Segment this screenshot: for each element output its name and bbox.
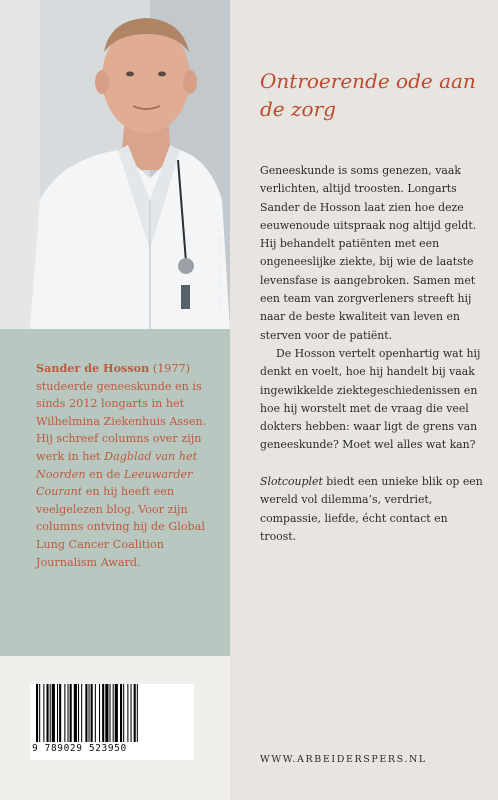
author-bio <box>36 360 222 571</box>
blurb-paragraph: Geneeskunde is soms genezen, vaak verlichten, altijd troosten. Longarts Sander de Hosson laat zien hoe deze eeuwenoude uitspraak nog altijd geldt. Hij behandelt patiënten met een ongeneeslijke ziekte, bij wie de laatste levensfase is aangebroken. Samen met een team van zorgverleners streeft hij naar de beste kwaliteit van leven en sterven voor de patiënt. <box>260 164 477 342</box>
barcode-bar <box>105 684 108 742</box>
barcode-bar <box>134 684 136 742</box>
barcode-bar <box>57 684 58 742</box>
blurb-paragraph <box>260 473 485 546</box>
barcode-bar <box>137 684 138 742</box>
newspaper-name: Dagblad van het Noorden <box>36 449 198 481</box>
isbn-barcode <box>30 684 194 760</box>
book-title: Slotcouplet <box>260 475 323 489</box>
barcode-bar <box>85 684 87 742</box>
barcode-bar <box>102 684 104 742</box>
author-portrait-illustration <box>0 0 230 329</box>
barcode-bar <box>68 684 69 742</box>
barcode-bar <box>52 684 55 742</box>
barcode-bar <box>120 684 122 742</box>
author-name: Sander de Hosson <box>36 361 150 375</box>
back-cover-left-column <box>0 0 230 800</box>
bio-text-part: en hij heeft een veelgelezen blog. Voor zijn columns ontving hij de Global Lung Cancer Coalition Journalism Award. <box>36 485 205 569</box>
barcode-bar <box>36 684 38 742</box>
barcode-bar <box>91 684 93 742</box>
author-birth-year: (1977) <box>152 362 191 375</box>
barcode-bar <box>95 684 96 742</box>
back-cover-right-column <box>230 0 498 800</box>
barcode-bar <box>43 684 44 742</box>
publisher-website: WWW.ARBEIDERSPERS.NL <box>260 754 427 765</box>
author-photo <box>0 0 230 329</box>
barcode-bar <box>59 684 61 742</box>
barcode-bar <box>113 684 114 742</box>
barcode-bar <box>70 684 72 742</box>
barcode-bar <box>50 684 51 742</box>
barcode-bar <box>110 684 111 742</box>
barcode-bar <box>78 684 79 742</box>
blurb-title: Ontroerende ode aan de zorg <box>260 69 476 121</box>
barcode-bar <box>123 684 124 742</box>
photo-credit: © LISELL DELINE / LOMEN <box>218 236 224 320</box>
barcode-bar <box>127 684 128 742</box>
barcode-bar <box>99 684 100 742</box>
blurb-paragraph: De Hosson vertelt openhartig wat hij denkt en voelt, hoe hij handelt bij vaak ingewikkelde ziektegeschiedenissen en hoe hij worstelt met de vraag die veel dokters hebben: waar ligt de grens van geneeskunde? Moet wel alles wat kan? <box>260 346 481 452</box>
barcode-bar <box>64 684 65 742</box>
newspaper-name: Leeuwarder Courant <box>36 467 193 499</box>
barcode-bar <box>39 684 40 742</box>
barcode-bar <box>115 684 118 742</box>
barcode-bar <box>74 684 77 742</box>
author-bio-panel <box>0 329 230 656</box>
blurb-body <box>260 162 485 546</box>
barcode-bar <box>81 684 82 742</box>
barcode-bars <box>36 684 188 742</box>
barcode-bar <box>131 684 132 742</box>
barcode-bar <box>89 684 90 742</box>
bio-text-part: en de <box>85 467 124 481</box>
bio-text-part: studeerde geneeskunde en is sinds 2012 longarts in het Wilhelmina Ziekenhuis Assen. Hij schreef columns over zijn werk in het <box>36 379 207 463</box>
blurb-text-part: biedt een unieke blik op een wereld vol dilemma’s, verdriet, compassie, liefde, écht contact en troost. <box>260 475 483 543</box>
isbn-digits: 9 789029 523950 <box>32 743 127 754</box>
barcode-bar <box>47 684 49 742</box>
